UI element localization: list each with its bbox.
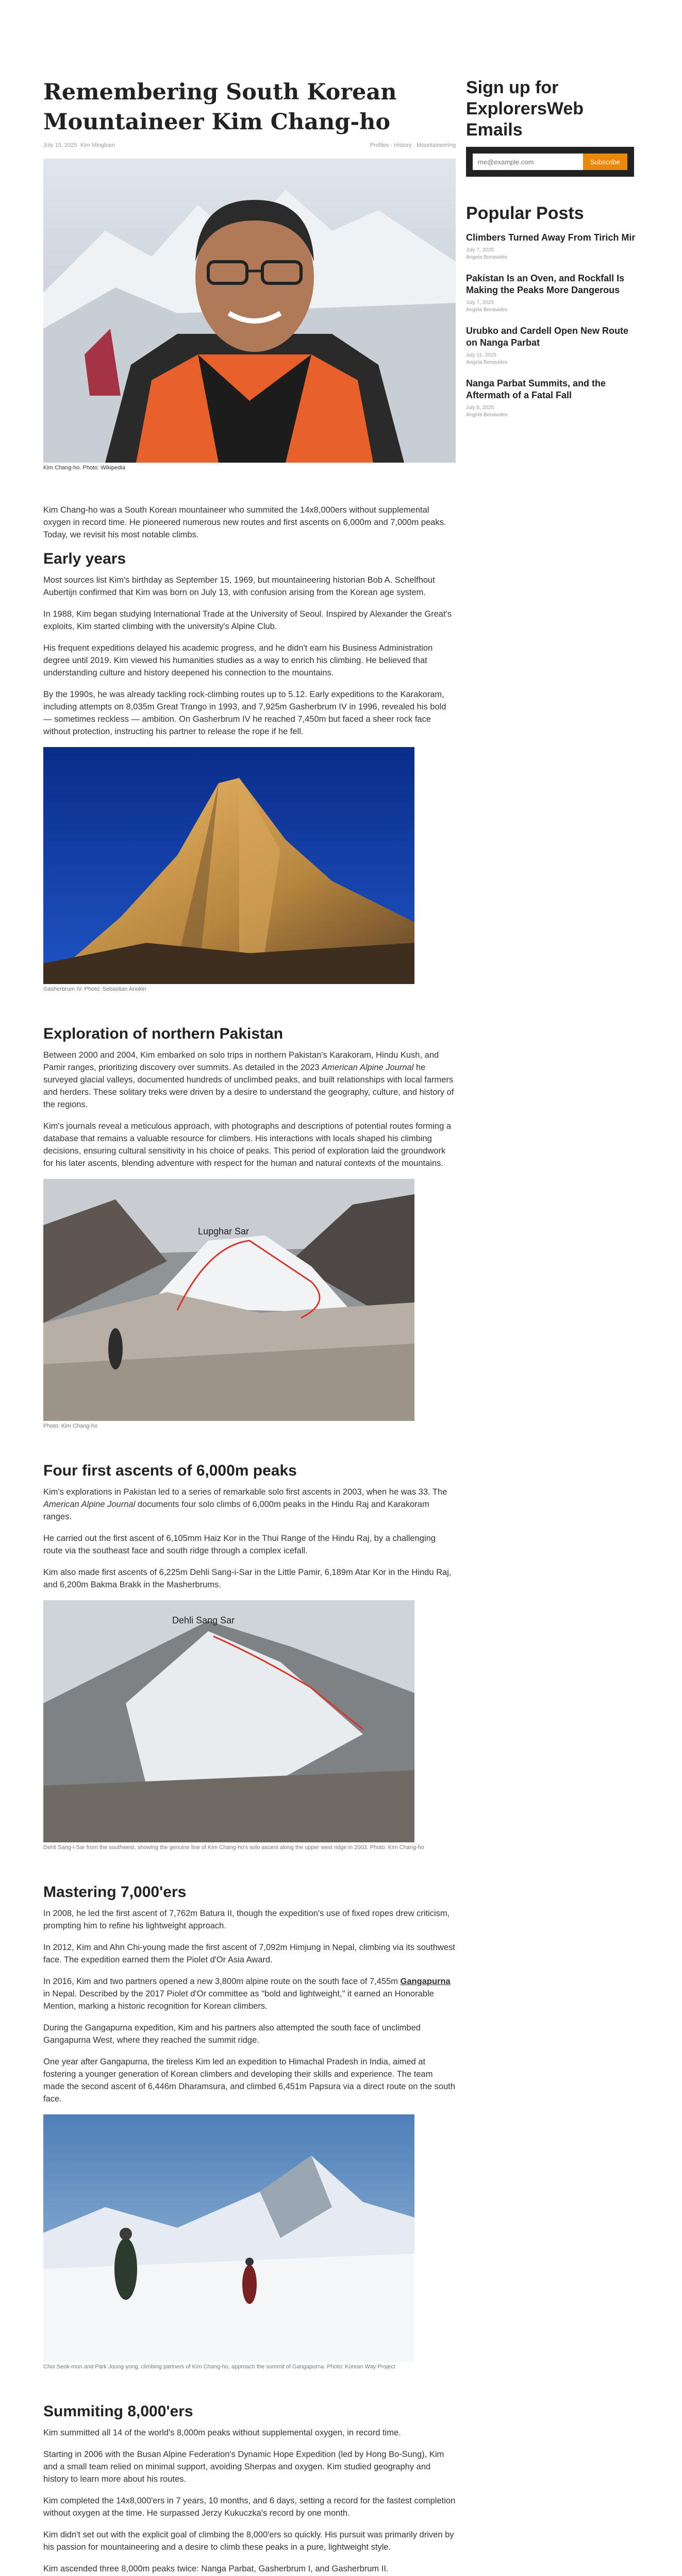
- article-tags[interactable]: Profiles · History · Mountaineering: [370, 142, 456, 148]
- article: [43, 77, 456, 2576]
- lupghar-sar-image: [43, 1179, 414, 1421]
- gangapurna-climbers-image: [43, 2114, 414, 2362]
- sidebar: [466, 77, 636, 430]
- post-date: July 7, 2025: [466, 247, 494, 253]
- article-title: Remembering South Korean Mountaineer Kim Chang-ho: [43, 79, 397, 135]
- article-date: July 15, 2025: [43, 142, 77, 148]
- paragraph: Kim ascended three 8,000m peaks twice: Nanga Parbat, Gasherbrum I, and Gasherbrum II.: [43, 2564, 389, 2573]
- post-author[interactable]: Angela Benavides: [466, 412, 508, 418]
- paragraph: Kim didn't set out with the explicit goal of climbing the 8,000'ers so quickly. His pursuit was primarily driven by his passion for mountaineering and a desire to climb these peaks in a pure, lightweight style.: [43, 2530, 454, 2552]
- email-input[interactable]: [473, 154, 583, 170]
- popular-posts-title: Popular Posts: [466, 204, 584, 223]
- paragraph: Most sources list Kim's birthday as September 15, 1969, but mountaineering historian Bob A. Schelfhout Aubertijn confirmed that Kim was born on July 13, with confusion arising from the Korean age system.: [43, 575, 435, 597]
- paragraph: In 2012, Kim and Ahn Chi-young made the first ascent of 7,092m Himjung in Nepal, climbing via its southwest face. The expedition earned them the Piolet d'Or Asia Award.: [43, 1943, 455, 1964]
- paragraph: Kim also made first ascents of 6,225m Dehli Sang-i-Sar in the Little Pamir, 6,189m Atar Kor in the Hindu Raj, and 6,200m Bakma Brakk in the Masherbrums.: [43, 1568, 452, 1589]
- paragraph: His frequent expeditions delayed his academic progress, and he didn't earn his Business Administration degree until 2019. Kim viewed his humanities studies as a way to enrich his climbing. He believed that understanding culture and history deepened his connection to the mountains.: [43, 643, 433, 677]
- section-first-ascents-title: Four first ascents of 6,000m peaks: [43, 1462, 297, 1479]
- popular-post[interactable]: [466, 232, 636, 261]
- paragraph: Kim summitted all 14 of the world's 8,000m peaks without supplemental oxygen, in record time.: [43, 2428, 401, 2437]
- gasherbrum-iv-image: [43, 747, 414, 984]
- post-title[interactable]: Nanga Parbat Summits, and the Aftermath of a Fatal Fall: [466, 378, 606, 400]
- signup-form: [466, 147, 634, 177]
- post-title[interactable]: Pakistan Is an Oven, and Rockfall Is Making the Peaks More Dangerous: [466, 273, 625, 295]
- signup-title: Sign up for ExplorersWeb Emails: [466, 78, 584, 140]
- hero-image: [43, 159, 456, 463]
- popular-post[interactable]: [466, 273, 636, 314]
- post-date: July 7, 2025: [466, 300, 494, 306]
- lupghar-caption: Photo: Kim Chang-ho: [43, 1423, 98, 1429]
- popular-post[interactable]: [466, 378, 636, 419]
- dehli-sang-sar-label: Dehli Sang Sar: [172, 1615, 235, 1625]
- popular-post[interactable]: [466, 325, 636, 366]
- section-exploration-title: Exploration of northern Pakistan: [43, 1025, 284, 1042]
- paragraph: Between 2000 and 2004, Kim embarked on solo trips in northern Pakistan's Karakoram, Hindu Kush, and Pamir ranges, prioritizing discovery over summits. As detailed in the 2023 American Alpine Journal he surveyed glacial valleys, documented hundreds of unclimbed peaks, and built relationships with local farmers and herders. These solitary treks were driven by a desire to understand the geography, culture, and history of the regions.: [43, 1050, 454, 1109]
- post-date: July 8, 2025: [466, 405, 494, 411]
- paragraph: By the 1990s, he was already tackling rock-climbing routes up to 5.12. Early expeditions to the Karakoram, including attempts on 8,035m Great Trango in 1993, and 7,925m Gasherbrum IV in 1996, revealed his bold — sometimes reckless — ambition. On Gasherbrum IV he reached 7,450m but faced a sheer rock face without protection, instructing his partner to release the rope if he fell.: [43, 690, 446, 736]
- post-author[interactable]: Angela Benavides: [466, 360, 508, 365]
- paragraph: Kim's explorations in Pakistan led to a series of remarkable solo first ascents in 2003, when he was 33. The American Alpine Journal documents four solo climbs of 6,000m peaks in the Hindu Raj and Karakoram ranges.: [43, 1487, 447, 1521]
- post-date: July 11, 2025: [466, 352, 496, 358]
- section-7000ers-title: Mastering 7,000'ers: [43, 1884, 187, 1901]
- post-author[interactable]: Angela Benavides: [466, 255, 508, 260]
- dehli-caption: Dehli Sang-i-Sar from the southwest, showing the genuine line of Kim Chang-ho's solo ascent along the upper west ridge in 2003. Photo: Kim Chang-ho: [43, 1844, 424, 1851]
- lupghar-sar-label: Lupghar Sar: [198, 1226, 249, 1236]
- paragraph: Starting in 2006 with the Busan Alpine Federation's Dynamic Hope Expedition (led by Hong Bo-Sung), Kim and a small team relied on minimal support, avoiding Sherpas and oxygen. Kim studied geography and history to learn more about his routes.: [43, 2450, 444, 2484]
- paragraph: Kim completed the 14x8,000'ers in 7 years, 10 months, and 6 days, setting a record for the fastest completion without oxygen at the time. He surpassed Jerzy Kukuczka's record by one month.: [43, 2496, 456, 2518]
- dehli-sang-sar-image: [43, 1600, 414, 1842]
- article-meta: [43, 142, 456, 154]
- paragraph: In 2008, he led the first ascent of 7,762m Batura II, though the expedition's use of fixed ropes drew criticism, prompting him to refine his lightweight approach.: [43, 1909, 450, 1930]
- paragraph: In 1988, Kim began studying International Trade at the University of Seoul. Inspired by Alexander the Great's exploits, Kim started climbing with the university's Alpine Club.: [43, 609, 452, 631]
- paragraph: One year after Gangapurna, the tireless Kim led an expedition to Himachal Pradesh in India, aimed at fostering a younger generation of Korean climbers and developing their skills and experience. The team made the second ascent of 6,446m Dharamsura, and climbed 6,451m Papsura via a direct route on the south face.: [43, 2057, 455, 2104]
- hero-caption: Kim Chang-ho. Photo: Wikipedia: [43, 465, 125, 471]
- subscribe-button[interactable]: Subscribe: [583, 154, 627, 170]
- post-title[interactable]: Climbers Turned Away From Tirich Mir: [466, 232, 636, 243]
- post-author[interactable]: Angela Benavides: [466, 307, 508, 313]
- post-title[interactable]: Urubko and Cardell Open New Route on Nanga Parbat: [466, 326, 629, 348]
- paragraph: In 2016, Kim and two partners opened a new 3,800m alpine route on the south face of 7,455m Gangapurna in Nepal. Described by the 2017 Piolet d'Or committee as "bold and lightweight," it earned an Honorable Mention, marking a historic recognition for Korean climbers.: [43, 1977, 451, 2011]
- section-early-years-title: Early years: [43, 550, 126, 567]
- gangapurna-link[interactable]: Gangapurna: [400, 1977, 451, 1986]
- paragraph: During the Gangapurna expedition, Kim and his partners also attempted the south face of unclimbed Gangapurna West, where they reached the summit ridge.: [43, 2023, 421, 2045]
- article-author[interactable]: Kim Mingbam: [80, 142, 115, 148]
- gasherbrum-caption: Gasherbrum IV. Photo: Sebastian Anokin: [43, 986, 146, 992]
- paragraph: He carried out the first ascent of 6,105mm Haiz Kor in the Thui Range of the Hindu Raj, by a challenging route via the southeast face and south ridge through a complex icefall.: [43, 1534, 436, 1555]
- paragraph: Kim's journals reveal a meticulous approach, with photographs and descriptions of potential routes forming a database that remains a valuable resource for climbers. His interactions with locals shaped his climbing decisions, ensuring cultural sensitivity in his choice of peaks. This period of exploration laid the groundwork for his later ascents, blending adventure with respect for the human and natural contexts of the mountains.: [43, 1122, 452, 1168]
- section-8000ers-title: Summiting 8,000'ers: [43, 2403, 193, 2420]
- intro-paragraph: Kim Chang-ho was a South Korean mountaineer who summited the 14x8,000ers without supplemental oxygen in record time. He pioneered numerous new routes and first ascents on 6,000m and 7,000m peaks. Today, we revisit his most notable climbs.: [43, 505, 446, 539]
- gangapurna-caption: Choi Seok-mun and Park Joung-yong, climbing partners of Kim Chang-ho, approach the summit of Gangapurna. Photo: Korean Way Project: [43, 2364, 395, 2370]
